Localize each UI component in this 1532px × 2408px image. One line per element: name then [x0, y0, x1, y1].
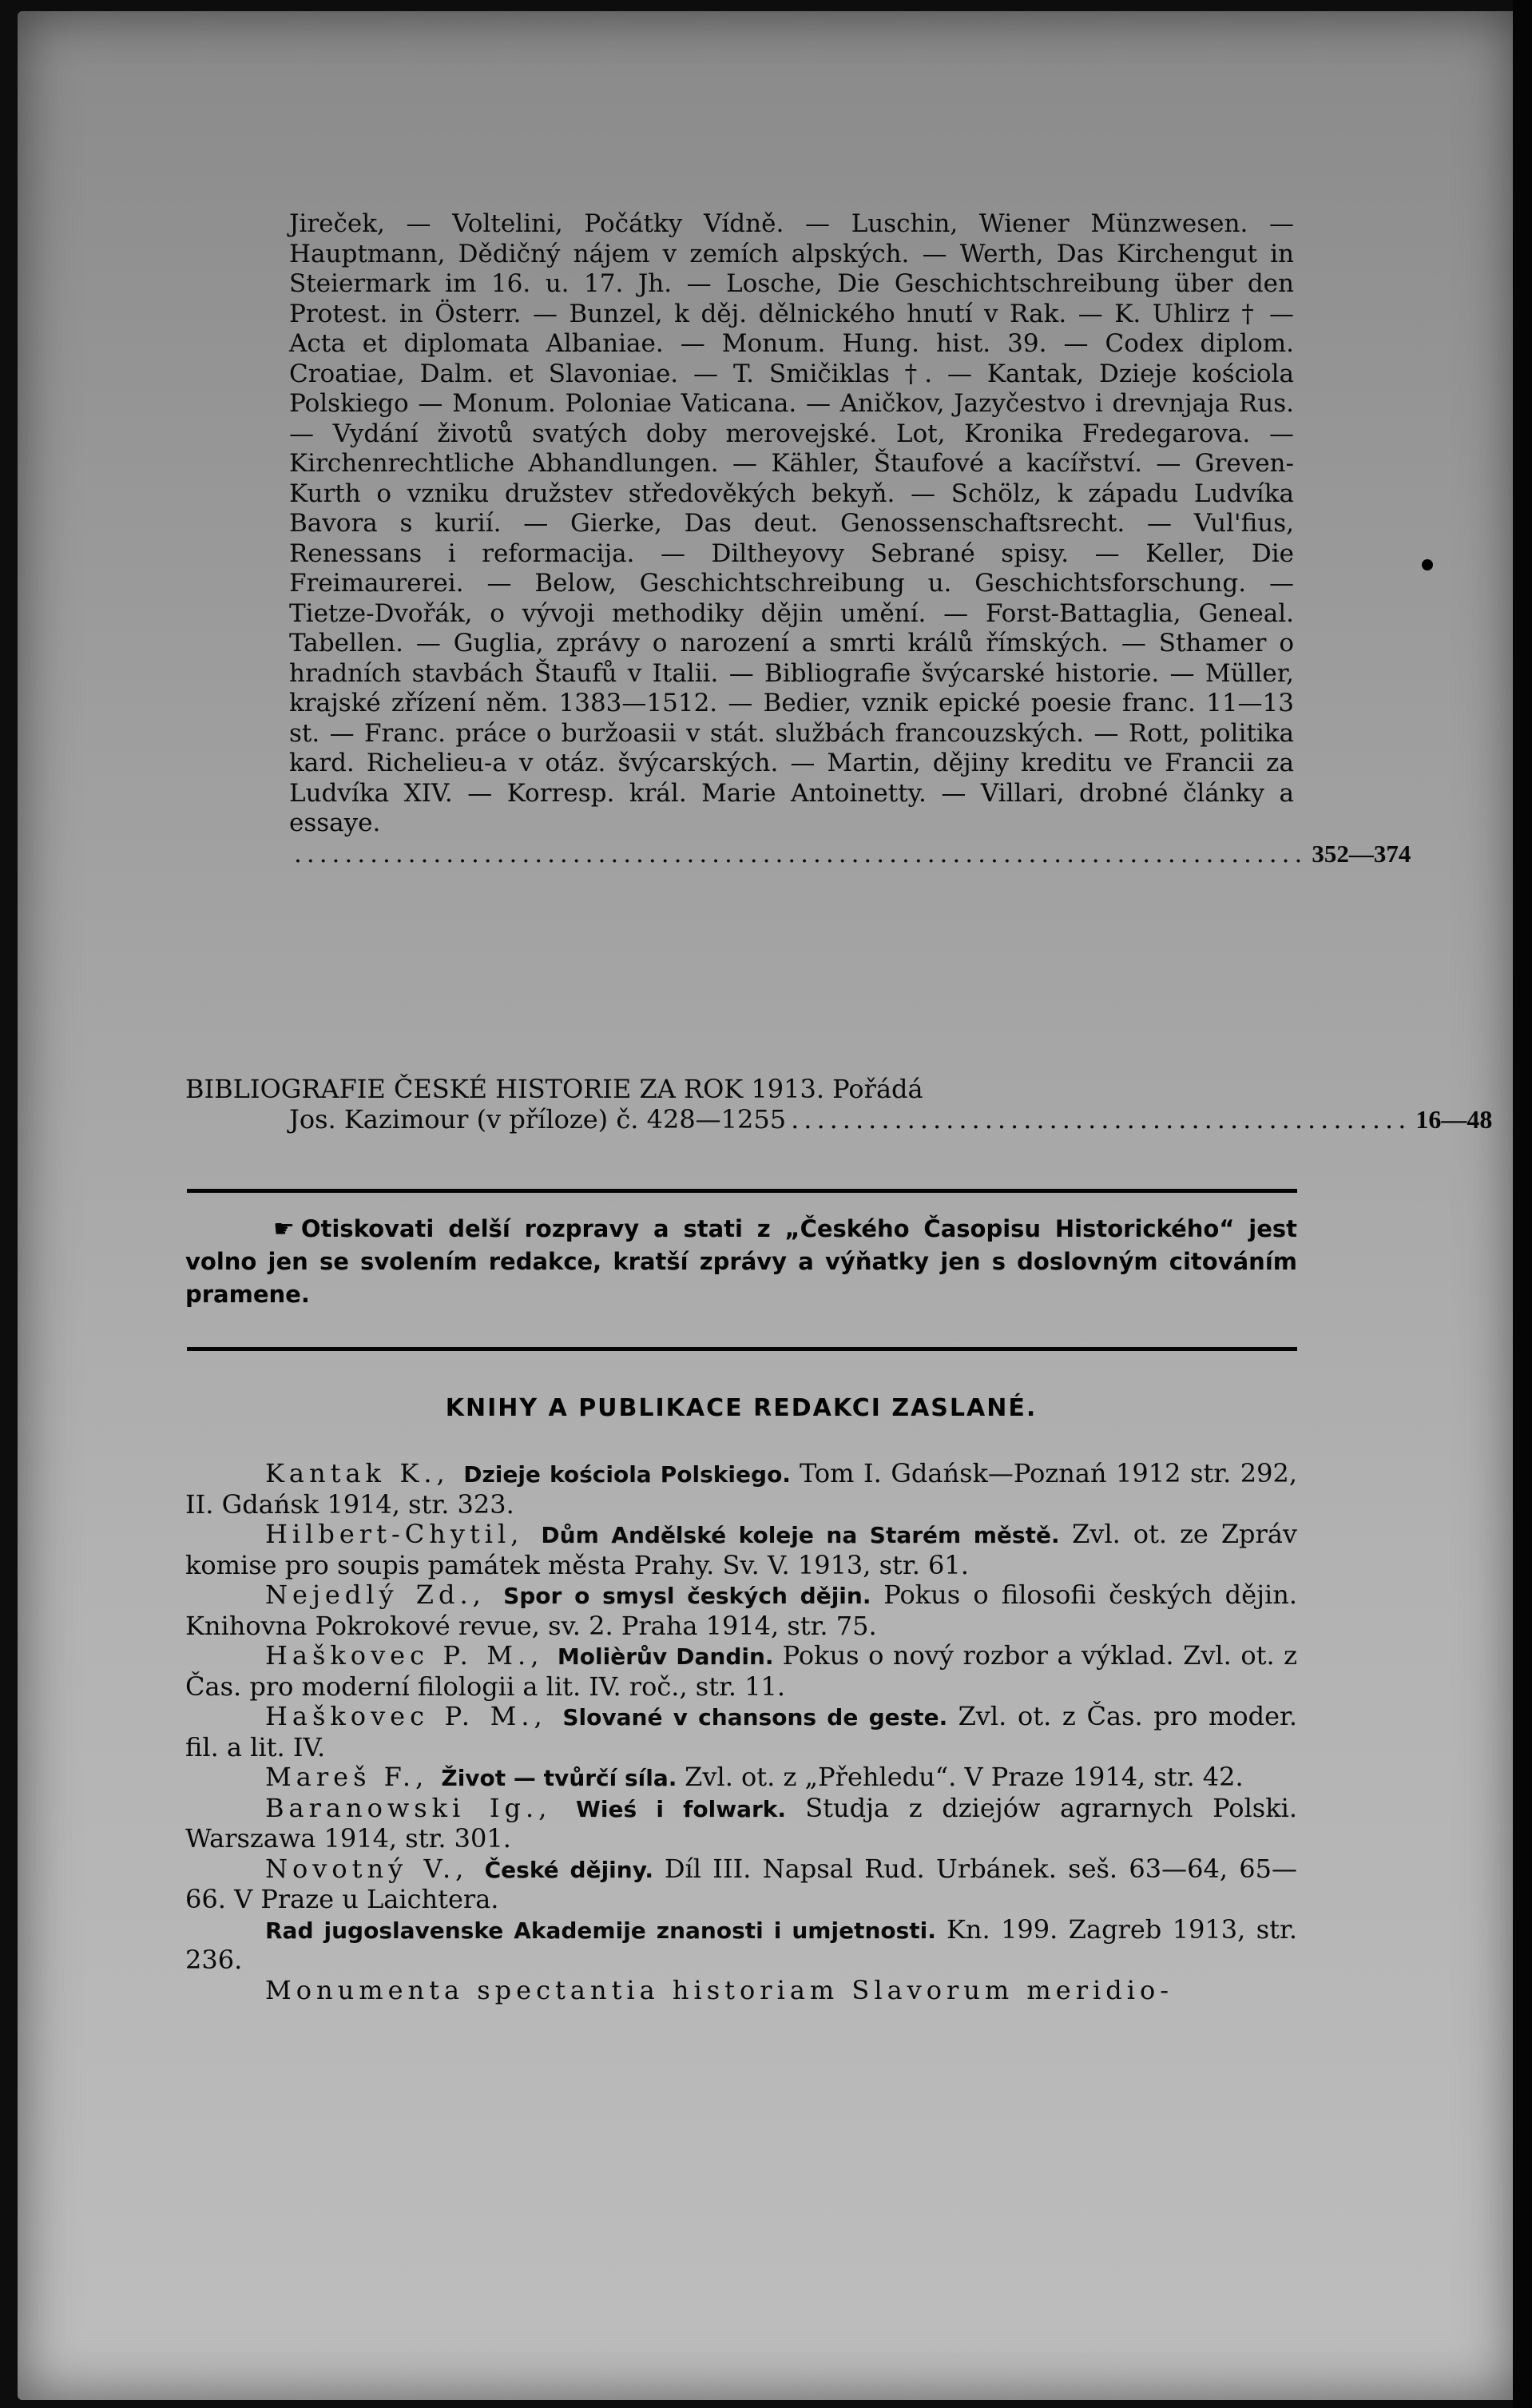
book-entry — [185, 1459, 1297, 1520]
book-title: Život — tvůrčí síla. — [441, 1765, 685, 1791]
book-entry — [185, 1976, 1297, 2006]
book-details: Zvl. ot. z Čas. pro moder. fil. a lit. IV. — [185, 1701, 1298, 1762]
book-author: Kantak K., — [265, 1458, 464, 1488]
book-author: Haškovec P. M., — [265, 1701, 563, 1731]
bibliography-pages: 16—48 — [1415, 1105, 1493, 1134]
book-title: Spor o smysl českých dějin. — [503, 1583, 884, 1609]
book-title: Rad jugoslavenske Akademije znanosti i umjetnosti. — [265, 1917, 947, 1944]
book-details: Tom I. Gdańsk—Poznań 1912 str. 292, II. Gdańsk 1914, str. 323. — [185, 1458, 1297, 1520]
book-author: Nejedlý Zd., — [265, 1580, 504, 1610]
dot-leader: ................................................ — [791, 1104, 1411, 1134]
ink-dot — [1422, 559, 1433, 570]
book-entry — [185, 1520, 1297, 1580]
book-entry — [185, 1762, 1297, 1794]
bibliography-line1: BIBLIOGRAFIE ČESKÉ HISTORIE ZA ROK 1913. Pořádá — [185, 1074, 923, 1104]
bibliography-line2: Jos. Kazimour (v příloze) č. 428—1255 — [289, 1104, 787, 1134]
notice-text: Otiskovati delší rozpravy a stati z „Českého Časopisu Historického“ jest volno jen se svolením redakce, kratší zprávy a výňatky jen s doslovným citováním pramene. — [185, 1215, 1297, 1308]
dot-leader: ................................................................................ — [294, 839, 1308, 868]
book-details: Zvl. ot. ze Zpráv komise pro soupis památek města Prahy. Sv. V. 1913, str. 61. — [185, 1519, 1297, 1580]
continuation-leader-row — [289, 839, 1411, 870]
book-list — [185, 1459, 1297, 2005]
book-entry — [185, 1641, 1297, 1702]
continuation-pages: 352—374 — [1312, 839, 1411, 868]
book-author: Baranowski Ig., — [265, 1792, 577, 1823]
book-author: Haškovec P. M., — [265, 1640, 558, 1671]
divider-rule-top — [187, 1189, 1297, 1193]
book-author: Mareš F., — [265, 1762, 442, 1792]
book-details: Pokus o nový rozbor a výklad. Zvl. ot. z Čas. pro moderní filologii a lit. IV. roč., str. 11. — [185, 1640, 1298, 1702]
book-title: Wieś i folwark. — [576, 1795, 806, 1822]
bibliography-line2-row — [185, 1104, 1493, 1134]
continuation-paragraph — [289, 209, 1411, 869]
book-entry — [185, 1702, 1297, 1762]
divider-rule-bottom — [187, 1347, 1297, 1351]
bibliography-entry — [185, 1074, 1493, 1134]
book-author: Novotný V., — [265, 1853, 485, 1884]
book-entry — [185, 1854, 1297, 1915]
book-entry — [185, 1794, 1297, 1854]
book-details: Zvl. ot. z „Přehledu“. V Praze 1914, str. 42. — [685, 1762, 1244, 1792]
book-details: spectantia historiam Slavorum meridio- — [477, 1974, 1174, 2005]
scan-border — [1513, 0, 1532, 2408]
book-details: Díl III. Napsal Rud. Urbánek. seš. 63—64, 65—66. V Praze u Laichtera. — [185, 1853, 1298, 1914]
book-author: Monumenta — [265, 1974, 478, 2005]
book-details: Kn. 199. Zagreb 1913, str. 236. — [185, 1913, 1297, 1975]
pointing-hand-icon: ☛ — [273, 1215, 295, 1243]
book-entry — [185, 1580, 1297, 1641]
book-title: Dzieje kościola Polskiego. — [463, 1461, 800, 1488]
book-title: Molièrův Dandin. — [557, 1643, 783, 1670]
book-title: Dům Andělské koleje na Starém městě. — [541, 1522, 1073, 1548]
continuation-text: Jireček, — Voltelini, Počátky Vídně. — Luschin, Wiener Münzwesen. — Hauptmann, Dědičný nájem v zemích alpských. — Werth, Das Kirchengut in Steiermark im 16. u. 17. Jh. — Losche, Die Geschichtschreibung über den Protest. in Österr. — Bunzel, k děj. dělnického hnutí v Rak. — K. Uhlirz † — Acta et diplomata Albaniae. — Monum. Hung. hist. 39. — Codex diplom. Croatiae, Dalm. et Slavoniae. — T. Smičiklas †. — Kantak, Dzieje kościola Polskiego — Monum. Poloniae Vaticana. — Aničkov, Jazyčestvo i drevnjaja Rus. — Vydání životů svatých doby merovejské. Lot, Kronika Fredegarova. — Kirchenrechtliche Abhandlungen. — Kähler, Štaufové a kacířství. — Greven-Kurth o vzniku družstev středověkých bekyň. — Schölz, k západu Ludvíka Bavora s kurií. — Gierke, Das deut. Genossenschaftsrecht. — Vul'fius, Renessans i reformacija. — Diltheyovy Sebrané spisy. — Keller, Die Freimaurerei. — Below, Geschichtschreibung u. Geschichtsforschung. — Tietze-Dvořák, o vývoji methodiky dějin umění. — Forst-Battaglia, Geneal. Tabellen. — Guglia, zprávy o narození a smrti králů římských. — Sthamer o hradních stavbách Štaufů v Italii. — Bibliografie švýcarské historie. — Müller, krajské zřízení něm. 1383—1512. — Bedier, vznik epické poesie franc. 11—13 st. — Franc. práce o buržoasii v stát. službách francouzských. — Rott, politika kard. Richelieu-a v otáz. švýcarských. — Martin, dějiny kreditu ve Francii za Ludvíka XIV. — Korresp. král. Marie Antoinetty. — Villari, drobné články a essaye. — [289, 209, 1294, 837]
section-title: KNIHY A PUBLIKACE REDAKCI ZASLANÉ. — [445, 1394, 1038, 1422]
book-title: Slované v chansons de geste. — [562, 1704, 958, 1731]
reprint-notice — [185, 1213, 1297, 1311]
book-details: Pokus o filosofii českých dějin. Knihovna Pokrokové revue, sv. 2. Praha 1914, str. 75. — [185, 1580, 1298, 1641]
book-entry — [185, 1915, 1297, 1976]
book-details: Studja z dziejów agrarnych Polski. Warszawa 1914, str. 301. — [185, 1792, 1298, 1854]
book-author: Hilbert-Chytil, — [265, 1519, 542, 1549]
book-title: České dějiny. — [484, 1856, 665, 1883]
